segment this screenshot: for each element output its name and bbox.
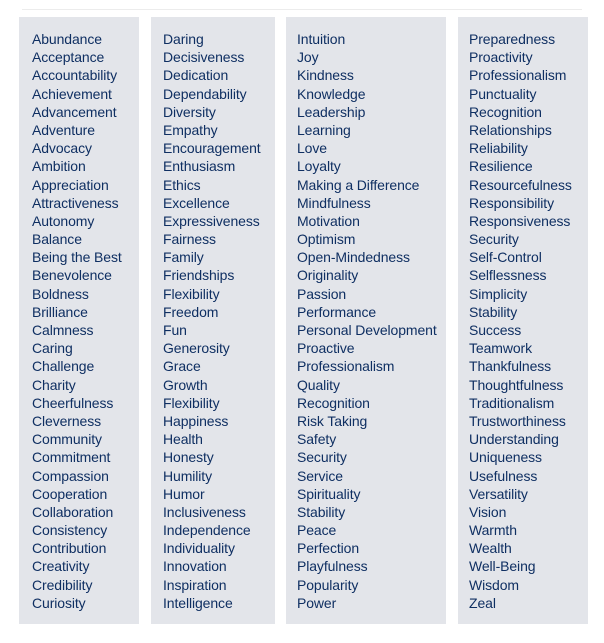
value-word: Freedom <box>163 303 219 320</box>
value-word: Wisdom <box>469 576 519 593</box>
value-word: Stability <box>469 303 518 320</box>
value-word: Commitment <box>32 449 111 466</box>
value-word: Self-Control <box>469 249 542 266</box>
value-word: Motivation <box>297 212 360 229</box>
value-word: Selflessness <box>469 267 547 284</box>
value-word: Vision <box>469 503 507 520</box>
value-word: Professionalism <box>297 358 395 375</box>
value-word: Acceptance <box>32 49 105 66</box>
value-word: Enthusiasm <box>163 158 236 175</box>
value-word: Credibility <box>32 576 93 593</box>
value-word: Preparedness <box>469 31 555 47</box>
value-word: Being the Best <box>32 249 122 266</box>
value-word: Zeal <box>469 594 496 611</box>
values-column-4 <box>458 17 588 624</box>
value-word: Security <box>297 449 347 466</box>
value-word: Personal Development <box>297 322 437 338</box>
value-word: Humor <box>163 485 205 502</box>
value-word: Individuality <box>163 540 235 557</box>
value-word: Diversity <box>163 103 216 120</box>
value-word: Versatility <box>469 485 528 502</box>
value-word: Intelligence <box>163 594 233 611</box>
value-word: Uniqueness <box>469 449 542 466</box>
value-word: Consistency <box>32 522 108 539</box>
values-column-1 <box>19 17 139 624</box>
value-word: Calmness <box>32 322 94 338</box>
value-word: Punctuality <box>469 85 537 102</box>
value-word: Decisiveness <box>163 49 245 66</box>
value-word: Accountability <box>32 67 117 84</box>
value-word: Generosity <box>163 340 230 357</box>
value-word: Spirituality <box>297 485 361 502</box>
value-word: Independence <box>163 522 251 539</box>
value-word: Collaboration <box>32 503 114 520</box>
value-word: Advocacy <box>32 140 92 157</box>
value-word: Kindness <box>297 67 354 84</box>
value-word: Usefulness <box>469 467 538 484</box>
value-word: Creativity <box>32 558 90 575</box>
value-word: Abundance <box>32 31 102 47</box>
value-word: Humility <box>163 467 212 484</box>
value-word: Balance <box>32 231 82 248</box>
top-divider <box>22 9 582 10</box>
value-word: Responsiveness <box>469 212 571 229</box>
value-word: Flexibility <box>163 285 220 302</box>
value-word: Performance <box>297 303 377 320</box>
value-word: Grace <box>163 358 201 375</box>
value-word: Fairness <box>163 231 216 248</box>
value-word: Responsibility <box>469 194 554 211</box>
value-word: Teamwork <box>469 340 532 357</box>
value-word: Dependability <box>163 85 247 102</box>
value-word: Empathy <box>163 121 218 138</box>
value-word: Resourcefulness <box>469 176 572 193</box>
value-word: Risk Taking <box>297 412 368 429</box>
value-word: Honesty <box>163 449 214 466</box>
value-word: Inspiration <box>163 576 227 593</box>
value-word: Success <box>469 322 522 338</box>
value-word: Relationships <box>469 121 552 138</box>
value-word: Proactivity <box>469 49 533 66</box>
value-word: Warmth <box>469 522 517 539</box>
value-word: Adventure <box>32 121 95 138</box>
value-word: Expressiveness <box>163 212 260 229</box>
value-word: Loyalty <box>297 158 341 175</box>
value-word: Thankfulness <box>469 358 552 375</box>
value-word: Making a Difference <box>297 176 420 193</box>
value-word: Intuition <box>297 31 346 47</box>
value-word: Proactive <box>297 340 355 357</box>
value-word: Cleverness <box>32 412 102 429</box>
value-word: Caring <box>32 340 73 357</box>
value-word: Service <box>297 467 343 484</box>
value-word: Challenge <box>32 358 95 375</box>
value-word: Ambition <box>32 158 86 175</box>
value-word: Achievement <box>32 85 112 102</box>
value-word: Mindfulness <box>297 194 371 211</box>
value-word: Passion <box>297 285 347 302</box>
value-word: Flexibility <box>163 394 220 411</box>
value-word: Security <box>469 231 519 248</box>
value-word: Simplicity <box>469 285 528 302</box>
value-word: Growth <box>163 376 208 393</box>
value-word: Family <box>163 249 204 266</box>
value-word: Originality <box>297 267 359 284</box>
value-word: Reliability <box>469 140 528 157</box>
values-column-3 <box>286 17 446 624</box>
value-word: Benevolence <box>32 267 112 284</box>
value-word: Appreciation <box>32 176 109 193</box>
value-word: Trustworthiness <box>469 412 566 429</box>
value-word: Resilience <box>469 158 533 175</box>
value-word: Quality <box>297 376 340 393</box>
value-word: Knowledge <box>297 85 366 102</box>
value-word: Wealth <box>469 540 512 557</box>
value-word: Safety <box>297 431 337 448</box>
value-word: Cheerfulness <box>32 394 114 411</box>
value-word: Daring <box>163 31 204 47</box>
value-word: Health <box>163 431 203 448</box>
value-word: Thoughtfulness <box>469 376 564 393</box>
value-word: Charity <box>32 376 76 393</box>
value-word: Leadership <box>297 103 366 120</box>
value-word: Compassion <box>32 467 109 484</box>
value-word: Peace <box>297 522 337 539</box>
value-word: Excellence <box>163 194 230 211</box>
value-word: Contribution <box>32 540 107 557</box>
value-word: Joy <box>297 49 319 66</box>
value-word: Brilliance <box>32 303 88 320</box>
value-word: Curiosity <box>32 594 86 611</box>
value-word: Fun <box>163 322 187 338</box>
value-word: Attractiveness <box>32 194 119 211</box>
value-word: Innovation <box>163 558 227 575</box>
value-word: Advancement <box>32 103 117 120</box>
value-word: Community <box>32 431 102 448</box>
value-word: Understanding <box>469 431 559 448</box>
value-word: Encouragement <box>163 140 261 157</box>
value-word: Ethics <box>163 176 201 193</box>
value-word: Perfection <box>297 540 360 557</box>
value-word: Love <box>297 140 327 157</box>
value-word: Playfulness <box>297 558 368 575</box>
value-word: Professionalism <box>469 67 567 84</box>
value-word: Cooperation <box>32 485 108 502</box>
value-word: Dedication <box>163 67 229 84</box>
value-word: Well-Being <box>469 558 536 575</box>
value-word: Traditionalism <box>469 394 555 411</box>
value-word: Happiness <box>163 412 229 429</box>
values-column-2 <box>151 17 275 624</box>
value-word: Open-Mindedness <box>297 249 410 266</box>
value-word: Recognition <box>297 394 370 411</box>
value-word: Friendships <box>163 267 235 284</box>
value-word: Recognition <box>469 103 542 120</box>
value-word: Boldness <box>32 285 89 302</box>
value-word: Power <box>297 594 337 611</box>
value-word: Popularity <box>297 576 359 593</box>
value-word: Optimism <box>297 231 356 248</box>
value-word: Learning <box>297 121 351 138</box>
value-word: Inclusiveness <box>163 503 246 520</box>
value-word: Stability <box>297 503 346 520</box>
value-word: Autonomy <box>32 212 95 229</box>
